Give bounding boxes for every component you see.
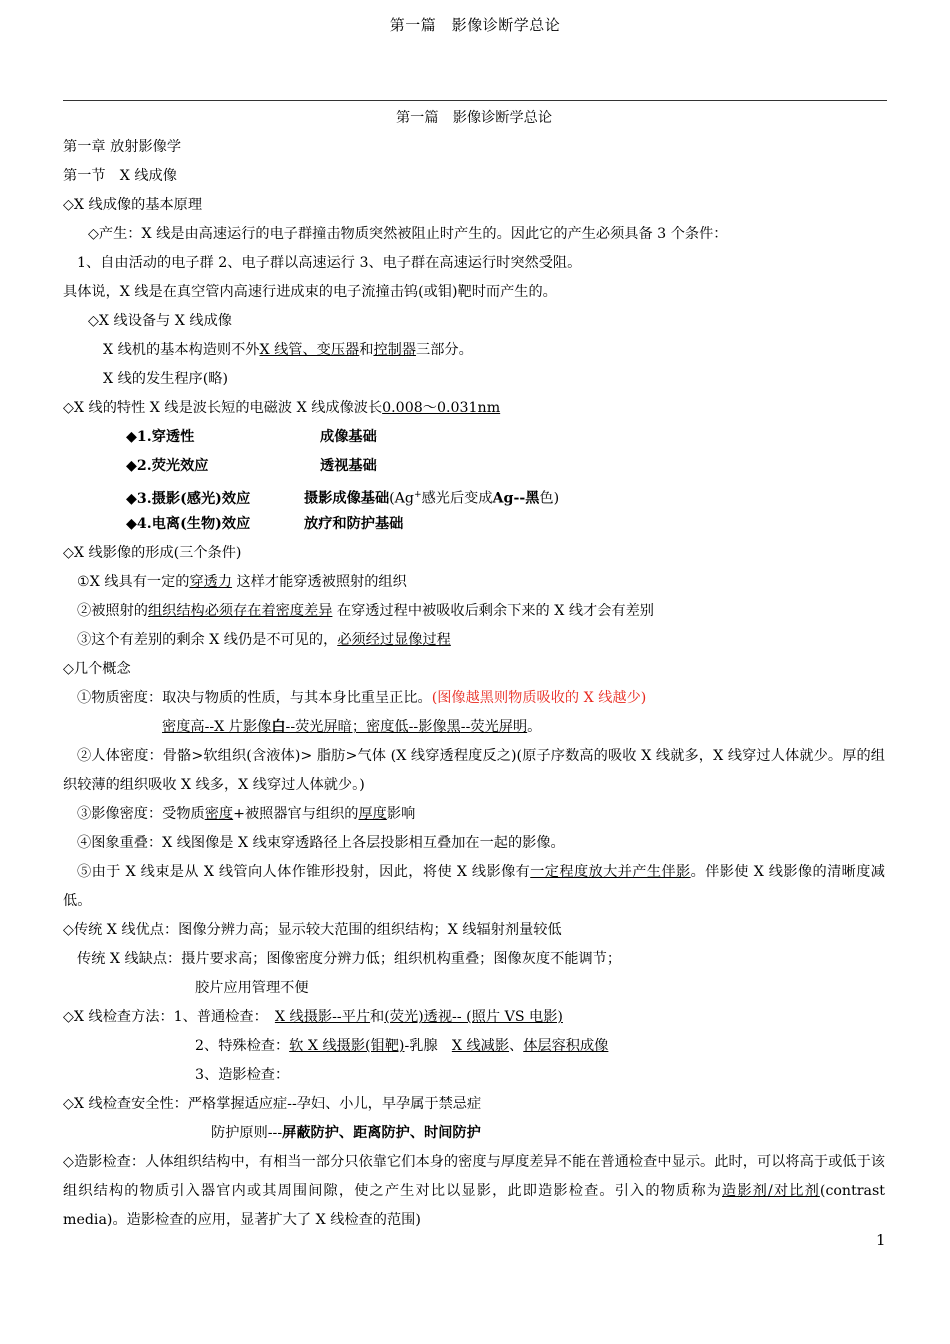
text: 密度高--X 片影像 <box>162 719 272 735</box>
text: ③影像密度：受物质 <box>77 806 205 822</box>
equipment-heading: ◇X 线设备与 X 线成像 <box>88 313 232 329</box>
feature-label: ◆2.荧光效应 <box>126 458 209 474</box>
text: ◇X 线检查方法：1、普通检查： <box>63 1009 275 1025</box>
page-header: 第一篇 影像诊断学总论 <box>389 16 561 34</box>
feature-basis: 摄影成像基础 <box>304 490 390 507</box>
underlined-text <box>162 719 527 735</box>
contrast-paragraph <box>63 1148 885 1235</box>
concepts-heading: ◇几个概念 <box>63 661 131 677</box>
text: X 线机的基本构造则不外 <box>103 342 260 358</box>
text: ⑤由于 X 线束是从 X 线管向人体作锥形投射，因此，将使 X 线影像有 <box>77 864 531 880</box>
text: 。伴影使 X 线影像的清晰度减低。 <box>63 864 885 909</box>
feature-2 <box>63 452 885 481</box>
methods-line-2 <box>63 1032 885 1061</box>
text: (Ag <box>389 490 415 507</box>
bold-text: Ag--黑 <box>492 490 540 507</box>
bold-text: 白 <box>271 719 286 735</box>
underlined-term: 控制器 <box>373 342 417 358</box>
text: 这样才能穿透被照射的组织 <box>232 574 407 590</box>
chapter-heading: 第一章 放射影像学 <box>63 139 182 155</box>
text: ②被照射的 <box>77 603 148 619</box>
text: 影响 <box>386 806 416 822</box>
text: -乳腺 <box>404 1038 452 1054</box>
protection-line <box>63 1119 885 1148</box>
safety-line: ◇X 线检查安全性：严格掌握适应症--孕妇、小儿，早孕属于禁忌症 <box>63 1096 482 1112</box>
text: 在穿透过程中被吸收后剩余下来的 X 线才会有差别 <box>332 603 654 619</box>
wavelength-value: 0.008～0.031nm <box>382 400 501 416</box>
underlined-term: 密度 <box>204 806 234 822</box>
text: --荧光屏暗；密度低--影像 <box>285 719 447 735</box>
underlined-term: 厚度 <box>358 806 387 822</box>
underlined-term: 造影剂/对比剂 <box>722 1183 820 1199</box>
formation-heading: ◇X 线影像的形成(三个条件) <box>63 545 242 561</box>
text: 色) <box>539 490 560 507</box>
underlined-term: 软 X 线摄影(钼靶) <box>289 1038 405 1054</box>
feature-label: ◆4.电离(生物)效应 <box>126 516 251 532</box>
properties-heading <box>63 394 885 423</box>
disadvantages-line: 传统 X 线缺点：摄片要求高；图像密度分辨力低；组织机构重叠；图像灰度不能调节； <box>77 951 622 967</box>
feature-3 <box>63 481 885 510</box>
feature-4 <box>63 510 885 539</box>
underlined-term: X 线管、变压器 <box>259 342 360 358</box>
header-rule <box>63 100 887 101</box>
concept-1 <box>63 684 885 713</box>
red-note: (图像越黑则物质吸收的 X 线越少) <box>431 690 647 706</box>
text: 和 <box>359 342 374 358</box>
text: 2、特殊检查： <box>195 1038 290 1054</box>
concept-3 <box>63 800 885 829</box>
underlined-term: 体层容积成像 <box>523 1038 609 1054</box>
feature-basis: 透视基础 <box>320 458 377 474</box>
disadvantages-line-2: 胶片应用管理不便 <box>195 980 309 996</box>
underlined-term: 组织结构必须存在着密度差异 <box>147 603 333 619</box>
underlined-term: 一定程度放大并产生伴影 <box>530 864 691 880</box>
methods-line-1 <box>63 1003 885 1032</box>
feature-1 <box>63 423 885 452</box>
text: ②人体密度：骨骼>软组织(含液体)> 脂肪>气体 (X 线穿透程度反之)(原子序数高的吸收 X 线就多，X 线穿过人体就少。厚的组织较薄的组织吸收 X 线多，X 线穿过人体就少。) <box>63 748 885 793</box>
text: 和 <box>370 1009 385 1025</box>
concept-1-detail <box>63 713 885 742</box>
text: ①X 线具有一定的 <box>77 574 190 590</box>
bold-text: 屏蔽防护、距离防护、时间防护 <box>282 1125 481 1141</box>
text: ◇造影检查：人体组织结构中，有相当一部分只依靠它们本身的密度与厚度差异不能在普通检查中显示。此时，可以将高于或低于该组织结构的物质引入器官内或其周围间隙，使之产生对比以显影，此即造影检查。引入的物质称为 <box>63 1154 885 1199</box>
formation-condition-1 <box>63 568 885 597</box>
underlined-term: 穿透力 <box>189 574 233 590</box>
underlined-term: X 线摄影--平片 <box>274 1009 371 1025</box>
underlined-term: 必须经过显像过程 <box>337 632 451 648</box>
underlined-term: X 线减影 <box>451 1038 510 1054</box>
document-body <box>63 104 885 1235</box>
text: 、 <box>509 1038 524 1054</box>
text: ◇X 线的特性 X 线是波长短的电磁波 X 线成像波长 <box>63 400 383 416</box>
feature-label: ◆3.摄影(感光)效应 <box>126 490 251 507</box>
section-heading: 第一节 X 线成像 <box>63 168 177 184</box>
feature-basis: 放疗和防护基础 <box>304 516 404 532</box>
structure-line <box>63 336 885 365</box>
text: 感光后变成 <box>421 490 493 507</box>
formation-condition-3 <box>63 626 885 655</box>
text: --荧光屏明 <box>460 719 528 735</box>
page-number: 1 <box>876 1231 886 1249</box>
formation-condition-2 <box>63 597 885 626</box>
methods-line-3: 3、造影检查： <box>195 1067 290 1083</box>
advantages-line: ◇传统 X 线优点：图像分辨力高；显示较大范围的组织结构；X 线辐射剂量较低 <box>63 922 562 938</box>
text: 。 <box>527 719 542 735</box>
text: 三部分。 <box>416 342 473 358</box>
detail-line: 具体说，X 线是在真空管内高速行进成束的电子流撞击钨(或钼)靶时而产生的。 <box>63 284 557 300</box>
production-line: ◇产生：X 线是由高速运行的电子群撞击物质突然被阻止时产生的。因此它的产生必须具备 3 个条件： <box>88 226 728 242</box>
part-title: 第一篇 影像诊断学总论 <box>395 110 553 126</box>
superscript: + <box>414 490 422 500</box>
feature-basis: 成像基础 <box>320 429 377 445</box>
concept-4: ④图象重叠：X 线图像是 X 线束穿透路径上各层投影相互叠加在一起的影像。 <box>77 835 565 851</box>
text: ③这个有差别的剩余 X 线仍是不可见的， <box>77 632 338 648</box>
concept-2 <box>63 742 885 800</box>
text: 黑 <box>446 719 461 735</box>
text: ①物质密度：取决与物质的性质，与其本身比重呈正比。 <box>77 690 432 706</box>
text: 防护原则--- <box>211 1125 283 1141</box>
underlined-term: (荧光)透视-- (照片 VS 电影) <box>384 1009 563 1025</box>
concept-5 <box>63 858 885 916</box>
text: (contrast media)。造影检查的应用，显著扩大了 X 线检查的范围) <box>63 1183 885 1228</box>
feature-label: ◆1.穿透性 <box>126 429 195 445</box>
process-line: X 线的发生程序(略) <box>103 371 228 387</box>
principle-heading: ◇X 线成像的基本原理 <box>63 197 203 213</box>
text: +被照器官与组织的 <box>233 806 359 822</box>
conditions-line: 1、自由活动的电子群 2、电子群以高速运行 3、电子群在高速运行时突然受阻。 <box>77 255 582 271</box>
